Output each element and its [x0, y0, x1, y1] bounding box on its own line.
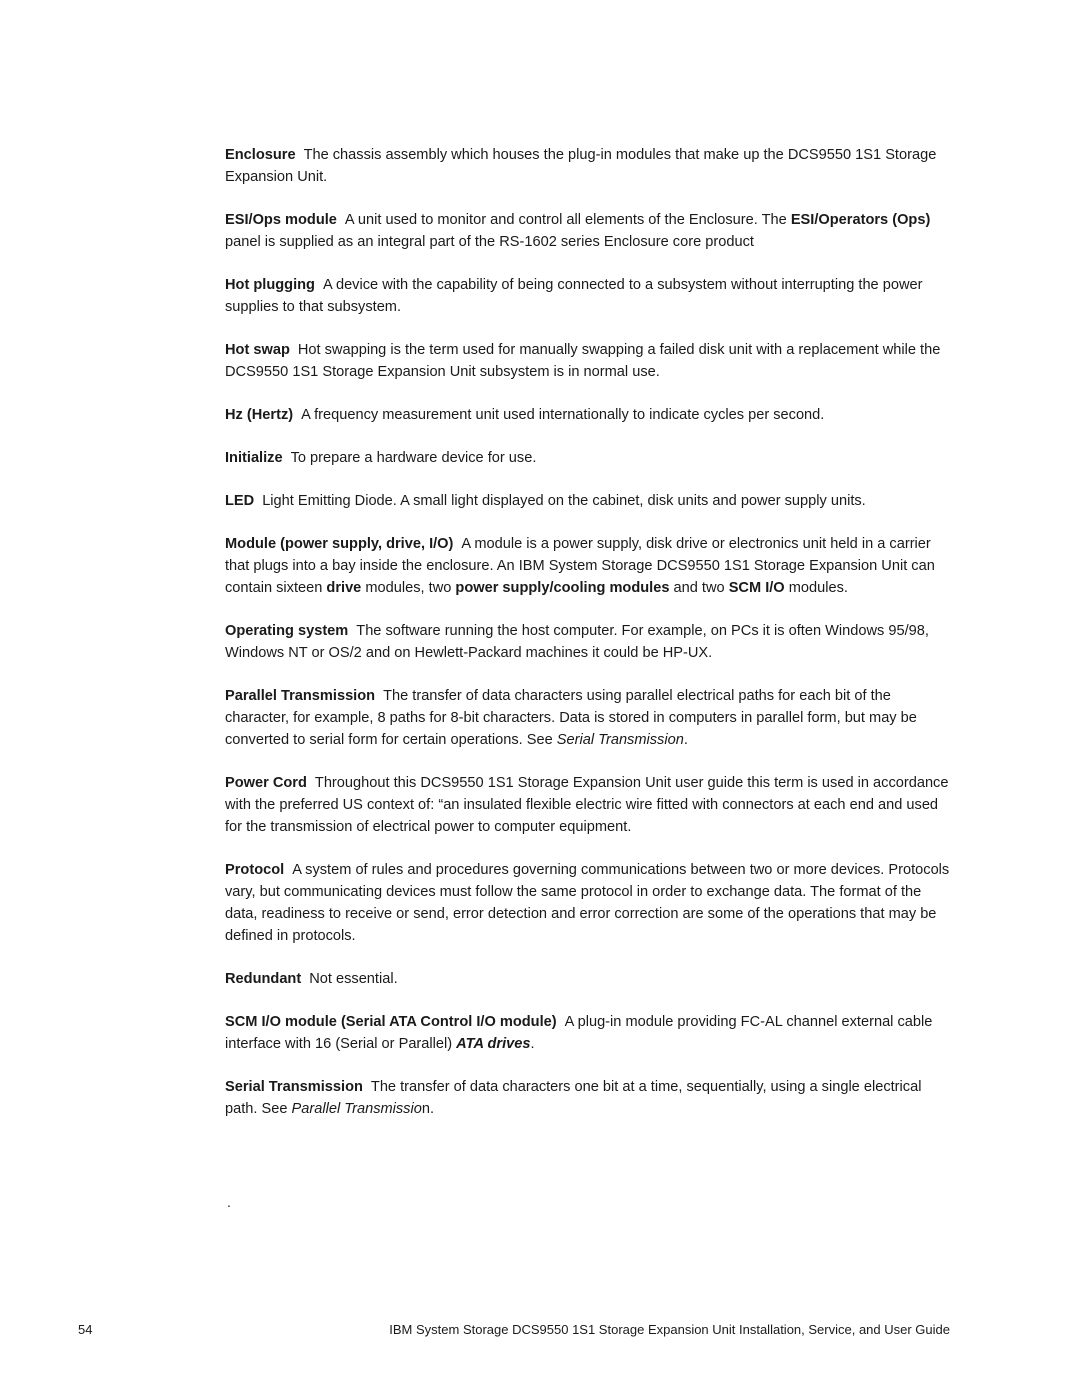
glossary-term: Serial Transmission — [225, 1079, 363, 1095]
glossary-entry — [225, 1011, 950, 1055]
definition-text: A device with the capability of being connected to a subsystem without interrupting the power supplies to that subsystem. — [225, 277, 923, 315]
definition-text: n. — [421, 1101, 435, 1117]
document-title: IBM System Storage DCS9550 1S1 Storage Expansion Unit Installation, Service, and User Guide — [389, 1322, 950, 1337]
page-number: 54 — [78, 1322, 93, 1337]
definition-text: . — [530, 1036, 535, 1052]
definition-text: Parallel Transmissio — [291, 1101, 422, 1117]
definition-text: To prepare a hardware device for use. — [290, 450, 537, 466]
glossary-term: Redundant — [225, 971, 302, 987]
definition-text: The chassis assembly which houses the plug-in modules that make up the DCS9550 1S1 Storage Expansion Unit. — [225, 147, 937, 185]
glossary-term: Initialize — [225, 450, 283, 466]
definition-text: Not essential. — [309, 971, 398, 987]
definition-text: A frequency measurement unit used internationally to indicate cycles per second. — [301, 407, 825, 423]
definition-text: A module is a power supply, disk drive or electronics unit held in a carrier that plugs into a bay inside the enclosure. An IBM System Storage DCS9550 1S1 Storage Expansion Unit can contain sixteen — [225, 536, 935, 596]
definition-text: modules, two — [361, 580, 456, 596]
glossary-entry — [225, 620, 950, 664]
definition-text: . — [683, 732, 688, 748]
glossary — [225, 144, 950, 1141]
glossary-term: Protocol — [225, 862, 285, 878]
definition-text: Throughout this DCS9550 1S1 Storage Expansion Unit user guide this term is used in accordance with the preferred US context of: “an insulated flexible electric wire fitted with connectors at each end and used for the transmission of electrical power to computer equipment. — [225, 775, 949, 835]
definition-text: Hot swapping is the term used for manually swapping a failed disk unit with a replacement while the DCS9550 1S1 Storage Expansion Unit subsystem is in normal use. — [225, 342, 941, 380]
glossary-term: Module (power supply, drive, I/O) — [225, 536, 454, 552]
definition-text: A plug-in module providing FC-AL channel external cable interface with 16 (Serial or Parallel) — [225, 1014, 933, 1052]
definition-text: power supply/cooling modules — [455, 580, 670, 596]
glossary-entry — [225, 968, 950, 990]
glossary-term: LED — [225, 493, 255, 509]
glossary-entry — [225, 1076, 950, 1120]
glossary-term: Hot plugging — [225, 277, 315, 293]
definition-text: A unit used to monitor and control all elements of the Enclosure. The — [344, 212, 791, 228]
glossary-term: Operating system — [225, 623, 349, 639]
definition-text: modules. — [784, 580, 848, 596]
glossary-entry — [225, 772, 950, 838]
glossary-term: Hz (Hertz) — [225, 407, 294, 423]
definition-text: A system of rules and procedures governing communications between two or more devices. Protocols vary, but communicating devices must follow the same protocol in order to exchange data. The format of the data, readiness to receive or send, error detection and error correction are some of the operations that may be defined in protocols. — [225, 862, 950, 944]
glossary-term: SCM I/O module (Serial ATA Control I/O module) — [225, 1014, 557, 1030]
glossary-term: Parallel Transmission — [225, 688, 376, 704]
definition-text: ATA drives — [456, 1036, 531, 1052]
definition-text: SCM I/O — [728, 580, 785, 596]
definition-text: Serial Transmission — [556, 732, 684, 748]
glossary-term: Hot swap — [225, 342, 290, 358]
glossary-entry — [225, 339, 950, 383]
trailing-mark: . — [227, 1194, 231, 1210]
definition-text: and two — [669, 580, 729, 596]
glossary-entry — [225, 685, 950, 751]
definition-text: The transfer of data characters one bit at a time, sequentially, using a single electrical path. See — [225, 1079, 922, 1117]
glossary-term: Power Cord — [225, 775, 307, 791]
glossary-entry — [225, 447, 950, 469]
glossary-entry — [225, 404, 950, 426]
definition-text: Light Emitting Diode. A small light displayed on the cabinet, disk units and power supply units. — [262, 493, 866, 509]
glossary-entry — [225, 209, 950, 253]
glossary-entry — [225, 274, 950, 318]
definition-text: panel is supplied as an integral part of the RS-1602 series Enclosure core product — [225, 234, 754, 250]
glossary-term: ESI/Ops module — [225, 212, 337, 228]
glossary-entry — [225, 533, 950, 599]
definition-text: The software running the host computer. For example, on PCs it is often Windows 95/98, Windows NT or OS/2 and on Hewlett-Packard machines it could be HP-UX. — [225, 623, 929, 661]
definition-text: drive — [326, 580, 362, 596]
definition-text: The transfer of data characters using parallel electrical paths for each bit of the character, for example, 8 paths for 8-bit characters. Data is stored in computers in parallel form, but may be converted to serial form for certain operations. See — [225, 688, 917, 748]
glossary-entry — [225, 144, 950, 188]
glossary-term: Enclosure — [225, 147, 296, 163]
glossary-entry — [225, 859, 950, 947]
definition-text: ESI/Operators (Ops) — [790, 212, 931, 228]
glossary-entry — [225, 490, 950, 512]
